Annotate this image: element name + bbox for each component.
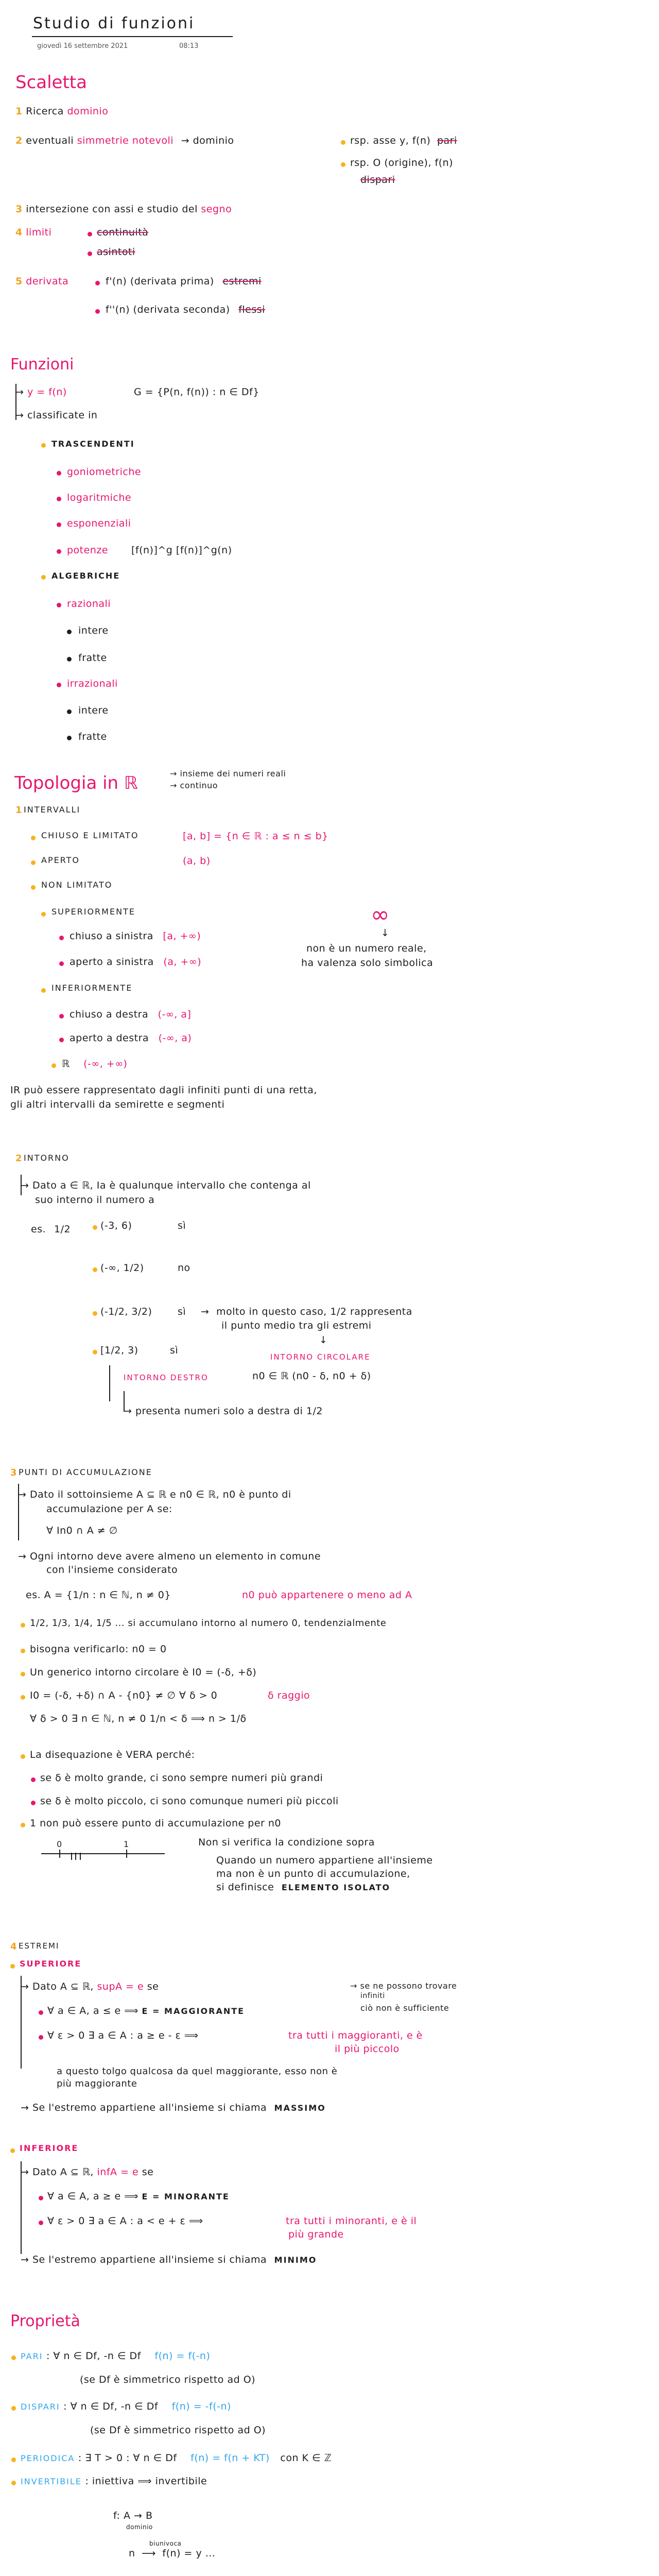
bullet-icon [67, 709, 72, 714]
bullet-icon [59, 961, 64, 966]
prop-pari [21, 2350, 210, 2362]
acc-b4: ∀ δ > 0 ∃ n ∈ ℕ, n ≠ 0 1/n < δ ⟹ n > 1/δ [30, 1713, 247, 1724]
inf-def-3-note-2: più grande [288, 2229, 344, 2240]
acc-b6: se δ è molto grande, ci sono sempre numeri più grandi [40, 1772, 323, 1784]
item-number: 4 [15, 227, 23, 238]
sup-note-1 [350, 1981, 457, 1991]
prop-text: : ∃ T > 0 : ∀ n ∈ Df [78, 2452, 177, 2464]
intorno-ex-2: (-∞, 1/2) [100, 1262, 144, 1274]
irrazionali-fratte: fratte [78, 731, 107, 742]
sup-def-6 [21, 2102, 326, 2113]
intervalli-label: INTERVALLI [24, 805, 81, 815]
sub-strike: flessi [238, 304, 265, 315]
arrow-icon: → [350, 1981, 357, 1991]
sub-text: continuità [97, 227, 149, 238]
sub-strike: estremi [222, 276, 262, 287]
prop-dispari-note: (se Df è simmetrico rispetto ad O) [90, 2425, 266, 2436]
def-text: y = f(n) [27, 386, 67, 398]
intorno-ex-3-result: sì [178, 1306, 186, 1317]
down-arrow-icon: ↓ [319, 1334, 328, 1346]
bullet-icon [21, 1672, 25, 1676]
section-number: 1 [15, 805, 22, 816]
arrow-icon: → [170, 781, 177, 790]
acc-b3-note: δ raggio [268, 1690, 310, 1701]
item-text: ℝ [62, 1058, 70, 1070]
acc-b3: I0 = (-δ, +δ) ∩ A - {n0} ≠ ∅ ∀ δ > 0 [30, 1690, 218, 1701]
def-text: Dato il sottoinsieme A ⊆ ℝ e n0 ∈ ℝ, n0 è punto di [29, 1489, 291, 1500]
bullet-icon [59, 936, 64, 940]
intorno-ex-4: [1/2, 3) [100, 1345, 138, 1356]
bullet-icon [57, 471, 61, 476]
bullet-icon [31, 1777, 36, 1782]
inf-item-1 [70, 1009, 191, 1020]
classify-text: classificate in [27, 410, 98, 421]
accumulazione-heading: PUNTI DI ACCUMULAZIONE [19, 1467, 152, 1477]
prop-text: : iniettiva ⟹ invertibile [85, 2476, 207, 2487]
item-accent: simmetrie notevoli [77, 135, 174, 146]
def-text: Se l'estremo appartiene all'insieme si chiama [32, 2102, 267, 2113]
non-limitato-label: NON LIMITATO [41, 880, 113, 890]
bullet-icon [59, 1038, 64, 1042]
item-text: eventuali [26, 135, 74, 146]
chiuso-math: [a, b] = {n ∈ ℝ : a ≤ n ≤ b} [183, 831, 328, 842]
bullet-icon [67, 657, 72, 662]
funzioni-classify [15, 410, 97, 421]
topologia-heading: Topologia in ℝ [14, 773, 138, 793]
bullet-icon [21, 1649, 25, 1653]
inf-item-2 [70, 1032, 192, 1044]
infinity-symbol: ∞ [371, 902, 390, 928]
prop-pari-note: (se Df è simmetrico rispetto ad O) [80, 2374, 256, 2385]
acc-sequence: 1/2, 1/3, 1/4, 1/5 ... si accumulano intorno al numero 0, tendenzialmente [30, 1618, 387, 1629]
inf-def-6 [21, 2254, 317, 2265]
bullet-icon [31, 836, 36, 840]
circ-note-2: il punto medio tra gli estremi [221, 1320, 372, 1331]
inf-def-1 [21, 2166, 153, 2178]
acc-example: es. A = {1/n : n ∈ ℕ, n ≠ 0} [26, 1589, 171, 1601]
def-text: se [147, 1981, 159, 1992]
circ-note-1: molto in questo caso, 1/2 rappresenta [216, 1306, 412, 1317]
def-text: ∀ a ∈ A, a ≥ e ⟹ [47, 2191, 138, 2202]
bullet-icon [88, 232, 92, 236]
down-arrow-icon: ↓ [381, 927, 390, 939]
intorno-ex-1-result: sì [178, 1220, 186, 1231]
numberline-one: 1 [124, 1839, 129, 1849]
item-text: aperto a destra [70, 1032, 149, 1044]
scaletta-item-4 [15, 227, 51, 238]
iso-note-4 [216, 1882, 390, 1893]
item-number: 3 [15, 204, 23, 215]
scaletta-heading: Scaletta [15, 72, 87, 93]
arrow-icon: → [21, 2102, 29, 2113]
bullet-icon [95, 309, 100, 314]
item-math: (-∞, +∞) [83, 1058, 128, 1070]
bullet-icon [93, 1225, 97, 1230]
intorno-circolare-math: n0 ∈ ℝ (n0 - δ, n0 + δ) [252, 1370, 371, 1382]
item-number: 2 [15, 135, 23, 146]
bullet-icon [31, 1801, 36, 1805]
trasc-item-3: esponenziali [67, 518, 131, 529]
bullet-icon [11, 2355, 16, 2360]
bullet-icon [41, 912, 46, 917]
intorno-es: es. [31, 1224, 46, 1235]
trasc-item-4: potenze [67, 545, 109, 556]
sub-text: asintoti [97, 246, 135, 258]
note-text: se ne possono trovare [360, 1981, 457, 1991]
acc-b5: La disequazione è VERA perché: [30, 1749, 195, 1760]
infinity-note-2: ha valenza solo simbolica [301, 957, 433, 969]
numberline-tick [126, 1850, 127, 1858]
sup-def-3-note-2: il più piccolo [335, 2043, 400, 2055]
intorno-def-1 [21, 1180, 311, 1191]
r-item [62, 1058, 127, 1070]
bullet-icon [341, 162, 345, 167]
item-math: (-∞, a) [158, 1032, 192, 1044]
prop-math: f(n) = f(-n) [154, 2350, 211, 2362]
bullet-icon [88, 251, 92, 256]
prop-dispari [21, 2401, 231, 2412]
trasc-item-2: logaritmiche [67, 492, 132, 503]
tree-line [109, 1365, 110, 1401]
def-math: infA = e [97, 2166, 139, 2178]
prop-text: con K ∈ ℤ [280, 2452, 332, 2464]
sub-strike: dispari [360, 174, 395, 185]
iso-note-2: Quando un numero appartiene all'insieme [216, 1855, 433, 1866]
arrow-icon: → [21, 2254, 29, 2265]
acc-def-2: accumulazione per A se: [46, 1503, 172, 1515]
infinity-note-1: non è un numero reale, [306, 943, 427, 954]
sub-strike: pari [437, 135, 457, 146]
intorno-ex-4-result: sì [170, 1345, 179, 1356]
item-text: chiuso a destra [70, 1009, 149, 1020]
acc-b2: Un generico intorno circolare è I0 = (-δ, +δ) [30, 1667, 257, 1678]
def-text: Ogni intorno deve avere almeno un elemento in comune [29, 1551, 321, 1562]
irrazionali-label: irrazionali [67, 678, 118, 689]
scaletta-item-2 [15, 135, 234, 146]
prop-text: : ∀ n ∈ Df, -n ∈ Df [63, 2401, 159, 2412]
title-underline [32, 36, 233, 37]
bullet-icon [51, 1063, 56, 1068]
section-number: 3 [10, 1467, 17, 1478]
bullet-icon [67, 736, 72, 740]
arrow-icon: ⟶ [142, 2548, 156, 2559]
topologia-note-2: gli altri intervalli da semirette e segmenti [10, 1099, 225, 1110]
razionali-label: razionali [67, 598, 111, 609]
prop-label: PARI [21, 2351, 43, 2361]
def-text: Dato a ∈ ℝ, Ia è qualunque intervallo che contenga al [32, 1180, 311, 1191]
intorno-heading: INTORNO [24, 1153, 70, 1163]
trascendenti-label: TRASCENDENTI [51, 439, 135, 449]
bullet-icon [21, 1823, 25, 1827]
item-accent: segno [201, 204, 232, 215]
bullet-icon [95, 281, 100, 285]
inferiormente-label: INFERIORMENTE [51, 983, 133, 993]
inv-map-1-sub: dominio [126, 2523, 153, 2531]
razionali-fratte: fratte [78, 652, 107, 664]
intorno-circolare-label: INTORNO CIRCOLARE [270, 1352, 371, 1362]
scaletta-sub-pari [350, 135, 457, 146]
bullet-icon [31, 860, 36, 865]
bullet-icon [93, 1350, 97, 1354]
prop-math: f(n) = f(n + KT) [190, 2452, 270, 2464]
def-label: MASSIMO [274, 2103, 326, 2113]
bullet-icon [39, 2221, 43, 2225]
bullet-icon [57, 683, 61, 687]
prop-invertibile [21, 2476, 207, 2487]
acc-def-4 [18, 1551, 321, 1562]
acc-b7: se δ è molto piccolo, ci sono comunque numeri più piccoli [40, 1795, 339, 1807]
note-text: presenta numeri solo a destra di 1/2 [135, 1405, 323, 1417]
acc-b8: 1 non può essere punto di accumulazione per n0 [30, 1818, 282, 1829]
bullet-icon [93, 1311, 97, 1316]
trasc-item-1: goniometriche [67, 466, 142, 478]
item-text: limiti [26, 227, 52, 238]
acc-def-1 [18, 1489, 291, 1500]
topologia-note-1: IR può essere rappresentato dagli infiniti punti di una retta, [10, 1084, 317, 1096]
numberline-tick [75, 1853, 76, 1860]
bullet-icon [31, 885, 36, 890]
numberline-tick [80, 1853, 81, 1860]
bullet-icon [57, 497, 61, 501]
bullet-icon [341, 140, 345, 145]
funzioni-graph: G = {P(n, f(n)) : n ∈ Df} [134, 386, 259, 398]
bullet-icon [11, 2458, 16, 2462]
prop-label: INVERTIBILE [21, 2477, 82, 2486]
sup-def-3-note: tra tutti i maggioranti, e è [288, 2030, 423, 2041]
iso-text: si definisce [216, 1882, 274, 1893]
acc-def-3: ∀ In0 ∩ A ≠ ∅ [46, 1525, 118, 1536]
superiore-label: SUPERIORE [20, 1959, 82, 1969]
inf-def-2 [47, 2191, 230, 2202]
razionali-intere: intere [78, 625, 109, 636]
sub-text: f''(n) (derivata seconda) [106, 304, 230, 315]
scaletta-item-3 [15, 204, 232, 215]
def-label: E = MINORANTE [142, 2192, 230, 2201]
bullet-icon [39, 2196, 43, 2200]
arrow-icon: → [21, 1180, 29, 1191]
sup-note-3: ciò non è sufficiente [360, 2003, 449, 2013]
def-text: Dato A ⊆ ℝ, [32, 2166, 94, 2178]
brace-text: continuo [180, 781, 218, 790]
item-math: (-∞, a] [158, 1009, 192, 1020]
iso-note-1: Non si verifica la condizione sopra [198, 1837, 375, 1848]
bullet-icon [41, 575, 46, 580]
aperto-math: (a, b) [183, 855, 211, 867]
def-text: Dato A ⊆ ℝ, [32, 1981, 94, 1992]
arrow-icon: → [201, 1306, 210, 1317]
bullet-icon [21, 1754, 25, 1759]
item-text: intersezione con assi e studio del [26, 204, 198, 215]
section-number: 2 [15, 1153, 22, 1164]
sub-text: rsp. O (origine), f(n) [350, 157, 454, 168]
bullet-icon [59, 1014, 64, 1019]
bullet-icon [10, 2148, 15, 2153]
numberline-tick [59, 1850, 60, 1858]
inv-map-2 [129, 2548, 215, 2559]
map-text: n [129, 2548, 135, 2559]
arrow-icon: → [15, 410, 24, 421]
bullet-icon [21, 1695, 25, 1700]
sup-def-3: ∀ ε > 0 ∃ a ∈ A : a ≥ e - ε ⟹ [47, 2030, 199, 2041]
intorno-destro-label: INTORNO DESTRO [124, 1373, 209, 1382]
bullet-icon [39, 2010, 43, 2015]
bullet-icon [93, 1267, 97, 1272]
brace-note-1 [170, 769, 286, 778]
aperto-label: APERTO [41, 855, 80, 865]
def-text: ∀ a ∈ A, a ≤ e ⟹ [47, 2005, 138, 2016]
sup-note-2: infiniti [360, 1992, 385, 2000]
def-math: supA = e [97, 1981, 144, 1992]
inv-map-2-sub: biunivoca [149, 2540, 182, 2547]
bullet-icon [57, 522, 61, 527]
estremi-heading: ESTREMI [19, 1941, 60, 1951]
sup-def-1 [21, 1981, 159, 1992]
sup-item-1 [70, 930, 201, 942]
intorno-ex-3: (-1/2, 3/2) [100, 1306, 152, 1317]
def-text: Se l'estremo appartiene all'insieme si chiama [32, 2254, 267, 2265]
brace-note-2 [170, 781, 218, 790]
prop-label: PERIODICA [21, 2453, 75, 2463]
proprieta-heading: Proprietà [10, 2312, 80, 2330]
funzioni-def [15, 386, 67, 398]
arrow-icon: → [15, 386, 24, 398]
item-text: Ricerca [26, 106, 64, 117]
superiormente-label: SUPERIORMENTE [51, 907, 135, 917]
sup-def-2 [47, 2005, 245, 2016]
page-title: Studio di funzioni [33, 14, 195, 32]
bullet-icon [11, 2481, 16, 2485]
item-text: chiuso a sinistra [70, 930, 153, 942]
prop-label: DISPARI [21, 2402, 60, 2412]
scaletta-item-1 [15, 106, 108, 117]
arrow-icon: → [21, 2166, 29, 2178]
acc-example-note: n0 può appartenere o meno ad A [242, 1589, 412, 1601]
sup-def-5: più maggiorante [57, 2078, 137, 2089]
bullet-icon [10, 1964, 15, 1969]
def-text: se [142, 2166, 154, 2178]
scaletta-sub-derivata-seconda [106, 304, 265, 315]
bullet-icon [57, 603, 61, 607]
bullet-icon [39, 2035, 43, 2040]
intorno-ex-2-result: no [178, 1262, 190, 1274]
brace-text: insieme dei numeri reali [180, 769, 286, 778]
power-forms: [f(n)]^g [f(n)]^g(n) [131, 545, 232, 556]
inv-map-1: f: A → B [113, 2510, 153, 2521]
item-math: (a, +∞) [163, 956, 202, 968]
bullet-icon [57, 549, 61, 554]
page-date: giovedì 16 settembre 2021 [37, 42, 128, 50]
page-time: 08:13 [179, 42, 199, 50]
iso-label: ELEMENTO ISOLATO [281, 1883, 391, 1892]
item-accent: dominio [67, 106, 109, 117]
intorno-destro-note [124, 1405, 323, 1417]
arrow-icon: → [181, 135, 190, 146]
arrow-icon: → [170, 769, 177, 778]
bullet-icon [41, 443, 46, 448]
scaletta-sub-derivata-prima [106, 276, 262, 287]
item-number: 5 [15, 276, 23, 287]
prop-text: : ∀ n ∈ Df, -n ∈ Df [46, 2350, 141, 2362]
chiuso-label: CHIUSO E LIMITATO [41, 831, 139, 840]
funzioni-heading: Funzioni [10, 355, 74, 374]
arrow-icon: → [18, 1489, 27, 1500]
def-label: MINIMO [274, 2255, 317, 2265]
item-text: derivata [26, 276, 69, 287]
acc-b1: bisogna verificarlo: n0 = 0 [30, 1643, 167, 1655]
acc-def-5: con l'insieme considerato [46, 1564, 178, 1575]
item-math: [a, +∞) [163, 930, 201, 942]
section-number: 4 [10, 1941, 17, 1952]
item-number: 1 [15, 106, 23, 117]
arrow-icon: → [21, 1981, 29, 1992]
scaletta-sub-dispari [350, 157, 453, 168]
iso-note-3: ma non è un punto di accumulazione, [216, 1868, 410, 1879]
inferiore-label: INFERIORE [20, 2143, 79, 2153]
numberline-zero: 0 [57, 1839, 62, 1849]
inf-def-3-note: tra tutti i minoranti, e è il [286, 2215, 417, 2227]
arrow-icon: → [124, 1405, 132, 1417]
intorno-half: 1/2 [54, 1224, 71, 1235]
bullet-icon [21, 1623, 25, 1628]
sub-text: f'(n) (derivata prima) [106, 276, 214, 287]
bullet-icon [11, 2406, 16, 2411]
algebriche-label: ALGEBRICHE [51, 571, 120, 581]
scaletta-item-5 [15, 276, 68, 287]
item-tail: dominio [193, 135, 234, 146]
sub-text: rsp. asse y, f(n) [350, 135, 431, 146]
def-label: E = MAGGIORANTE [142, 2006, 245, 2016]
bullet-icon [41, 988, 46, 993]
bullet-icon [67, 630, 72, 634]
sup-def-4: a questo tolgo qualcosa da quel maggiorante, esso non è [57, 2066, 338, 2077]
prop-math: f(n) = -f(-n) [171, 2401, 231, 2412]
sup-item-2 [70, 956, 201, 968]
prop-periodica [21, 2452, 332, 2464]
irrazionali-intere: intere [78, 705, 109, 716]
arrow-icon: → [18, 1551, 27, 1562]
inf-def-3: ∀ ε > 0 ∃ a ∈ A : a < e + ε ⟹ [47, 2215, 203, 2227]
intorno-def-2: suo interno il numero a [35, 1194, 155, 1206]
intorno-ex-1: (-3, 6) [100, 1220, 132, 1231]
map-text: f(n) = y ... [162, 2548, 216, 2559]
numberline-tick [71, 1853, 72, 1860]
item-text: aperto a sinistra [70, 956, 154, 968]
